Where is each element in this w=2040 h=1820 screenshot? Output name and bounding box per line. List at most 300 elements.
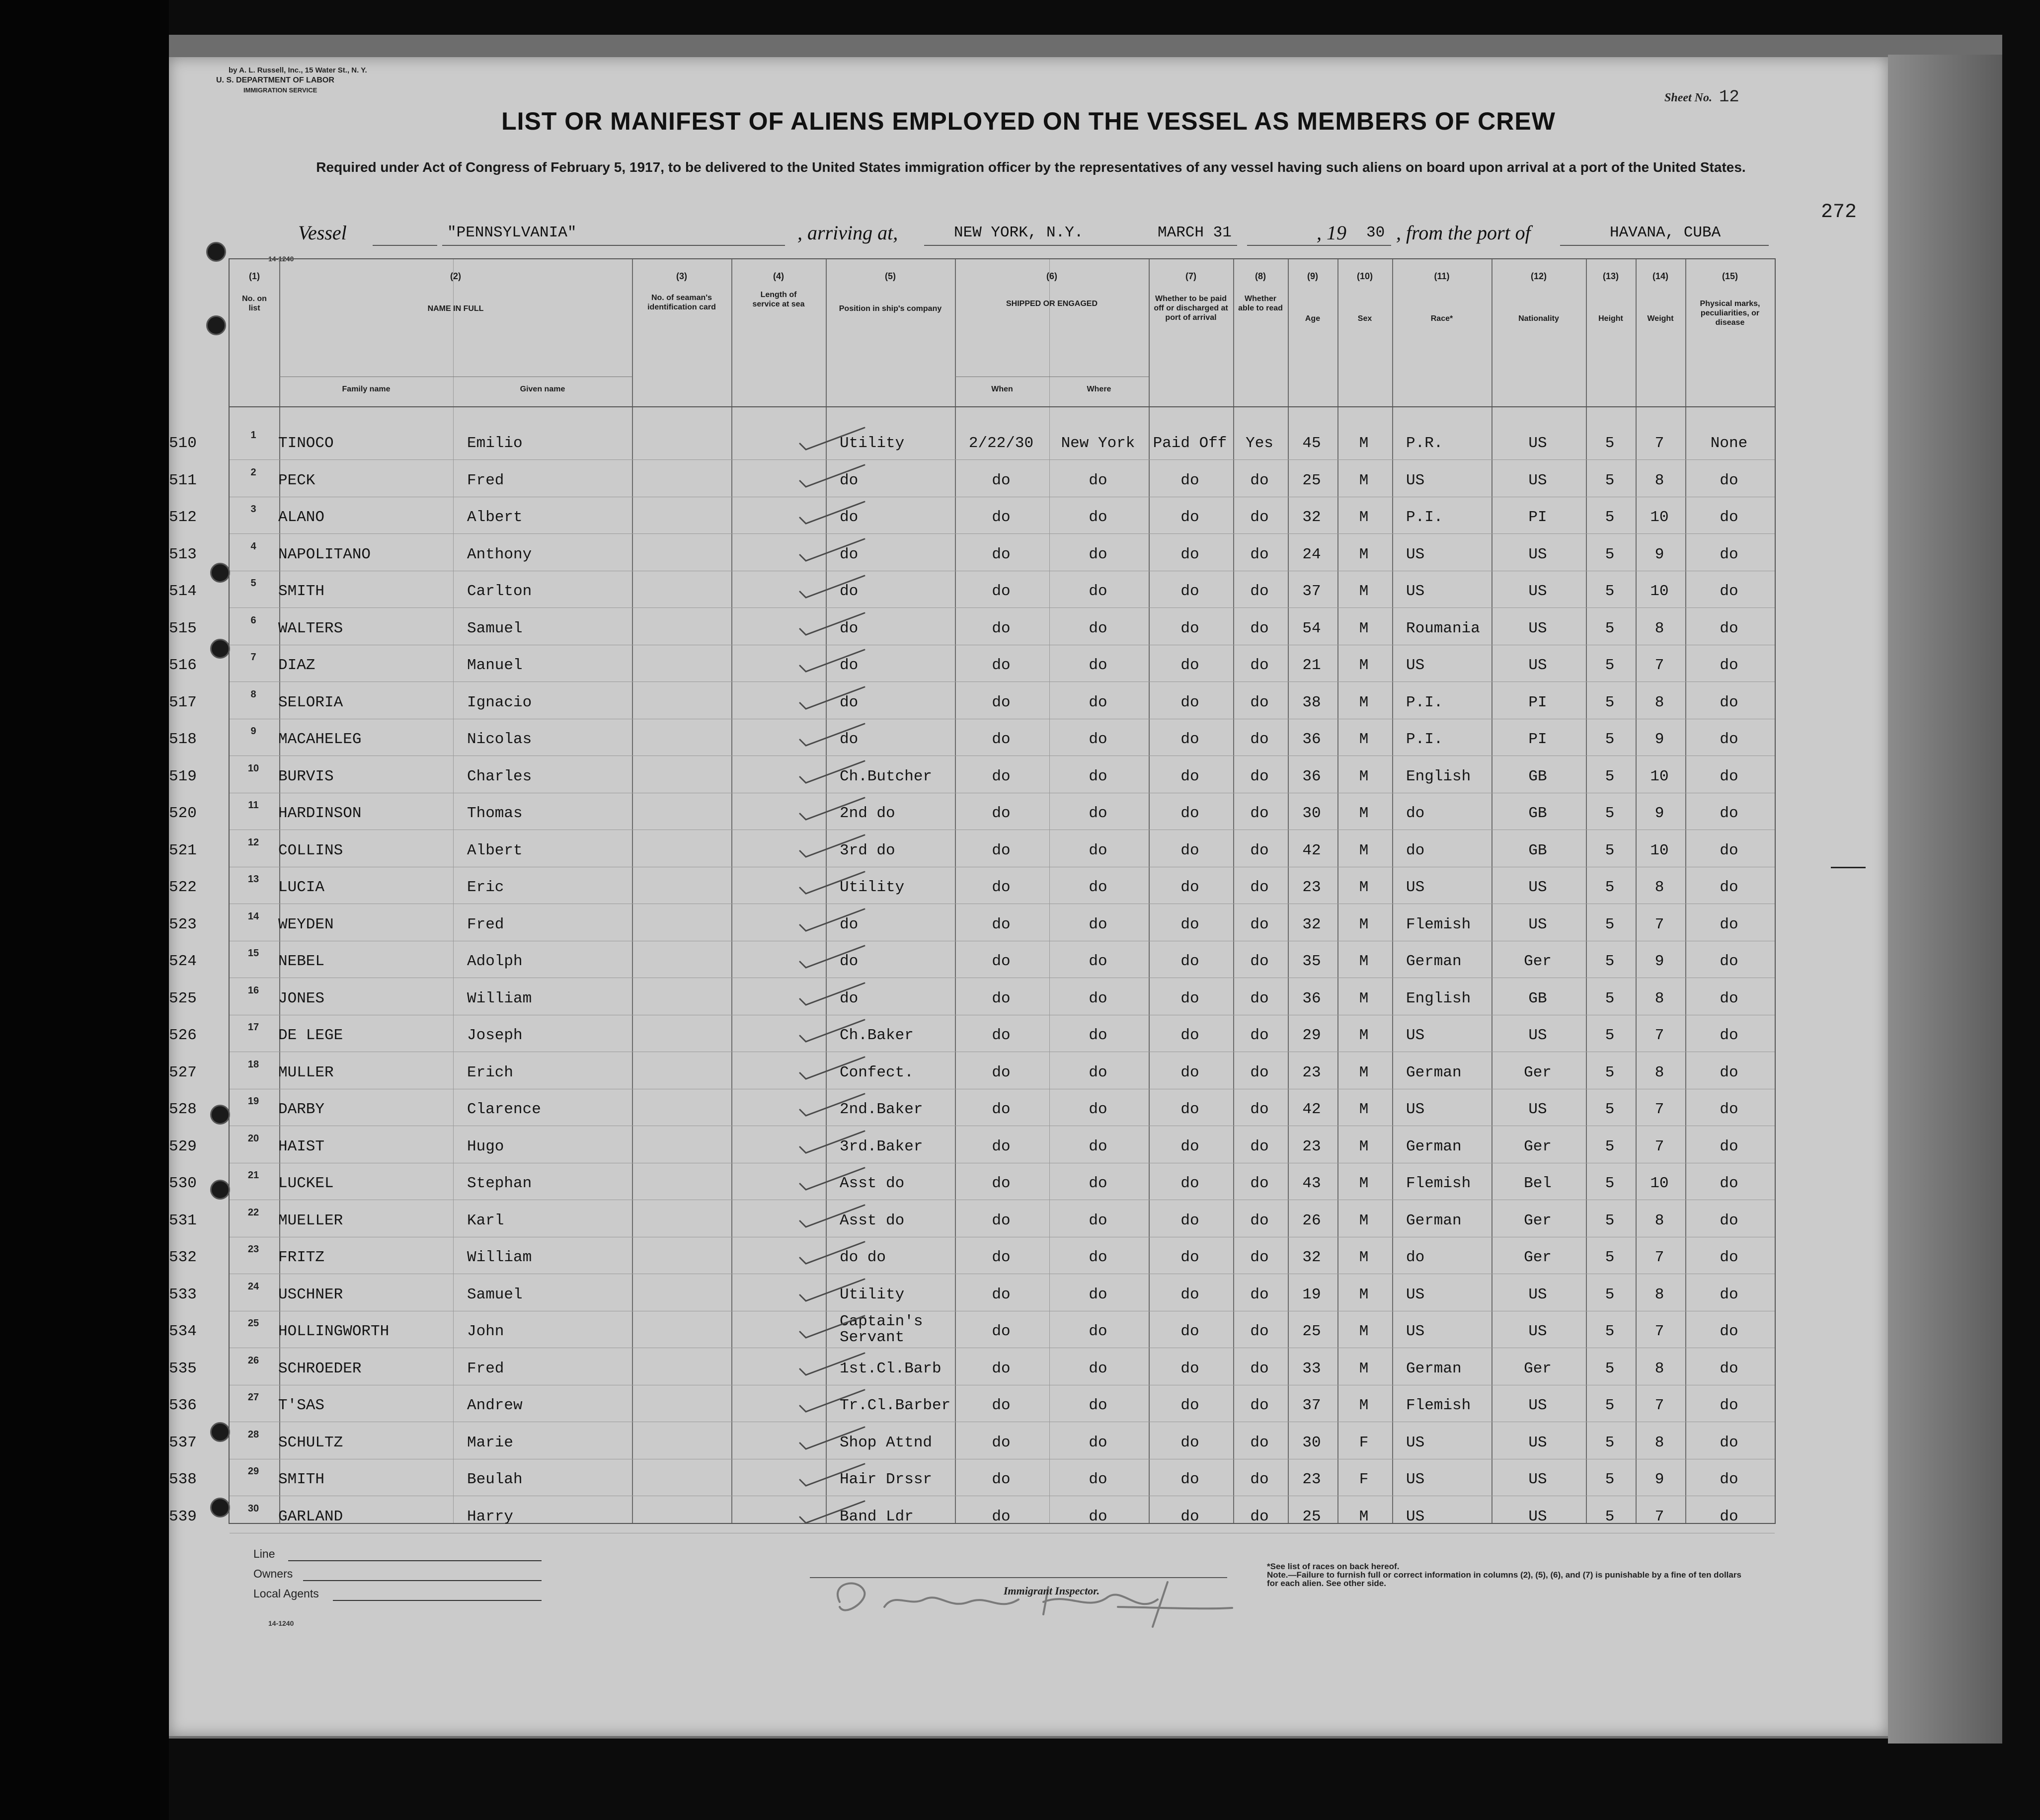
check-mark xyxy=(795,609,869,639)
physical-marks: do xyxy=(1720,1138,1738,1155)
penalty-note: Note.—Failure to furnish full or correct information in columns (2), (5), (6), and (7) is punishable by a fine of ten dollars for each alien. See other side. xyxy=(1267,1570,1741,1588)
paid-off: do xyxy=(1180,509,1199,526)
paid-off: do xyxy=(1180,805,1199,822)
given-name: Charles xyxy=(467,767,532,785)
paid-off: do xyxy=(1180,1360,1199,1377)
physical-marks: do xyxy=(1720,1212,1738,1229)
header-race: Race* xyxy=(1430,314,1453,323)
physical-marks: do xyxy=(1720,841,1738,859)
family-name: MACAHELEG xyxy=(278,731,362,748)
race: US xyxy=(1406,1323,1425,1340)
shipped-when: do xyxy=(992,879,1011,896)
position: do xyxy=(840,509,859,526)
binder-edge xyxy=(0,0,169,1820)
shipped-when: do xyxy=(992,1471,1011,1488)
age: 30 xyxy=(1302,1434,1321,1451)
header-given-name: Given name xyxy=(520,385,565,393)
row-no-on-list: 29 xyxy=(247,1466,259,1477)
able-to-read: do xyxy=(1250,989,1269,1007)
height: 5 xyxy=(1605,1249,1615,1266)
col-num-5: (5) xyxy=(885,271,896,281)
age: 23 xyxy=(1302,1063,1321,1081)
age: 32 xyxy=(1302,915,1321,933)
row-no-on-list: 25 xyxy=(247,1318,259,1329)
age: 42 xyxy=(1302,841,1321,859)
shipped-where: do xyxy=(1089,953,1107,970)
sex: M xyxy=(1359,1138,1369,1155)
table-row xyxy=(169,540,1888,583)
age: 33 xyxy=(1302,1360,1321,1377)
position: Utility xyxy=(840,435,905,452)
row-no-on-list: 27 xyxy=(247,1392,259,1403)
physical-marks: do xyxy=(1720,1101,1738,1118)
age: 25 xyxy=(1302,471,1321,489)
weight: 9 xyxy=(1654,731,1664,748)
height: 5 xyxy=(1605,471,1615,489)
position: Band Ldr xyxy=(840,1508,914,1525)
table-row xyxy=(169,614,1888,657)
row-no-on-list: 4 xyxy=(250,540,256,552)
able-to-read: do xyxy=(1250,953,1269,970)
shipped-where: do xyxy=(1089,657,1107,674)
height: 5 xyxy=(1605,1175,1615,1192)
nationality: US xyxy=(1528,657,1547,674)
able-to-read: do xyxy=(1250,1249,1269,1266)
age: 42 xyxy=(1302,1101,1321,1118)
physical-marks: do xyxy=(1720,915,1738,933)
row-no-on-list: 15 xyxy=(247,948,259,959)
nationality: US xyxy=(1528,1471,1547,1488)
line-number: 515 xyxy=(169,619,197,637)
weight: 8 xyxy=(1654,1212,1664,1229)
check-mark xyxy=(795,1275,869,1305)
able-to-read: Yes xyxy=(1246,435,1273,452)
line-number: 510 xyxy=(169,435,197,452)
row-no-on-list: 24 xyxy=(247,1281,259,1292)
line-number: 528 xyxy=(169,1101,197,1118)
family-name: FRITZ xyxy=(278,1249,325,1266)
weight: 7 xyxy=(1654,1027,1664,1044)
shipped-where: do xyxy=(1089,471,1107,489)
manifest-page xyxy=(169,57,1888,1736)
check-mark xyxy=(795,461,869,491)
race: Flemish xyxy=(1406,915,1471,933)
sex: M xyxy=(1359,657,1369,674)
binder-hole xyxy=(206,315,226,335)
position: do xyxy=(840,619,859,637)
shipped-when: do xyxy=(992,989,1011,1007)
col-num-13: (13) xyxy=(1602,271,1619,281)
line-number: 530 xyxy=(169,1175,197,1192)
given-name: Thomas xyxy=(467,805,523,822)
check-mark xyxy=(795,535,869,565)
line-number: 520 xyxy=(169,805,197,822)
row-no-on-list: 20 xyxy=(247,1133,259,1144)
line-number: 535 xyxy=(169,1360,197,1377)
shipped-when: do xyxy=(992,1397,1011,1414)
family-name: HOLLINGWORTH xyxy=(278,1323,390,1340)
year-prefix: , 19 xyxy=(1317,222,1346,244)
age: 54 xyxy=(1302,619,1321,637)
header-length-service: Length of service at sea xyxy=(752,291,805,308)
shipped-where: do xyxy=(1089,1175,1107,1192)
nationality: US xyxy=(1528,915,1547,933)
table-row xyxy=(169,1503,1888,1545)
sex: F xyxy=(1359,1434,1369,1451)
age: 36 xyxy=(1302,767,1321,785)
age: 26 xyxy=(1302,1212,1321,1229)
row-no-on-list: 12 xyxy=(247,836,259,848)
row-no-on-list: 10 xyxy=(247,762,259,774)
able-to-read: do xyxy=(1250,509,1269,526)
line-number: 522 xyxy=(169,879,197,896)
position: do xyxy=(840,989,859,1007)
line-number: 512 xyxy=(169,509,197,526)
height: 5 xyxy=(1605,953,1615,970)
table-row xyxy=(169,1059,1888,1101)
race: P.I. xyxy=(1406,731,1443,748)
given-name: Harry xyxy=(467,1508,514,1525)
given-name: Albert xyxy=(467,841,523,859)
header-where: Where xyxy=(1087,385,1111,393)
header-no-on-list: No. on list xyxy=(242,295,267,312)
position: do xyxy=(840,471,859,489)
check-mark xyxy=(795,1460,869,1490)
family-name: JONES xyxy=(278,989,325,1007)
check-mark xyxy=(795,1423,869,1453)
arrival-port: NEW YORK, N.Y. xyxy=(954,224,1084,241)
nationality: PI xyxy=(1528,693,1547,711)
line-number: 523 xyxy=(169,915,197,933)
age: 23 xyxy=(1302,1138,1321,1155)
department-label: U. S. DEPARTMENT OF LABOR xyxy=(216,76,334,84)
line-number: 536 xyxy=(169,1397,197,1414)
from-port-label: , from the port of xyxy=(1396,222,1531,244)
row-no-on-list: 13 xyxy=(247,874,259,885)
sex: M xyxy=(1359,1101,1369,1118)
race: Roumania xyxy=(1406,619,1480,637)
age: 36 xyxy=(1302,989,1321,1007)
paid-off: do xyxy=(1180,1434,1199,1451)
family-name: HAIST xyxy=(278,1138,325,1155)
position: do xyxy=(840,583,859,600)
table-row xyxy=(169,800,1888,841)
shipped-where: do xyxy=(1089,841,1107,859)
table-row xyxy=(169,688,1888,731)
table-row xyxy=(169,504,1888,545)
binder-hole xyxy=(210,1105,230,1125)
shipped-where: do xyxy=(1089,915,1107,933)
paid-off: do xyxy=(1180,1138,1199,1155)
weight: 7 xyxy=(1654,1138,1664,1155)
able-to-read: do xyxy=(1250,1063,1269,1081)
physical-marks: do xyxy=(1720,1360,1738,1377)
age: 37 xyxy=(1302,1397,1321,1414)
able-to-read: do xyxy=(1250,693,1269,711)
race: US xyxy=(1406,545,1425,563)
physical-marks: do xyxy=(1720,1508,1738,1525)
check-mark xyxy=(795,572,869,602)
sex: M xyxy=(1359,731,1369,748)
height: 5 xyxy=(1605,1027,1615,1044)
weight: 9 xyxy=(1654,953,1664,970)
paid-off: do xyxy=(1180,1175,1199,1192)
inspector-label: Immigrant Inspector. xyxy=(1004,1585,1100,1597)
paid-off: do xyxy=(1180,1323,1199,1340)
weight: 7 xyxy=(1654,435,1664,452)
age: 43 xyxy=(1302,1175,1321,1192)
given-name: Fred xyxy=(467,471,504,489)
shipped-where: do xyxy=(1089,1471,1107,1488)
race: US xyxy=(1406,471,1425,489)
physical-marks: do xyxy=(1720,879,1738,896)
sex: M xyxy=(1359,989,1369,1007)
sex: M xyxy=(1359,619,1369,637)
height: 5 xyxy=(1605,1397,1615,1414)
family-name: PECK xyxy=(278,471,315,489)
nationality: US xyxy=(1528,435,1547,452)
col-num-15: (15) xyxy=(1722,271,1738,281)
physical-marks: do xyxy=(1720,805,1738,822)
sex: M xyxy=(1359,1249,1369,1266)
header-nationality: Nationality xyxy=(1518,314,1559,323)
able-to-read: do xyxy=(1250,767,1269,785)
family-name: DIAZ xyxy=(278,657,315,674)
sex: M xyxy=(1359,1027,1369,1044)
row-no-on-list: 7 xyxy=(250,652,256,663)
given-name: Albert xyxy=(467,509,523,526)
col-num-6: (6) xyxy=(1046,271,1057,281)
position: 2nd do xyxy=(840,805,895,822)
weight: 8 xyxy=(1654,693,1664,711)
race: US xyxy=(1406,1508,1425,1525)
physical-marks: do xyxy=(1720,731,1738,748)
page-subtitle: Required under Act of Congress of February 5, 1917, to be delivered to the United States immigration officer by the representatives of any vessel having such aliens on board upon arrival at a port of the United States. xyxy=(316,159,1746,175)
line-number: 526 xyxy=(169,1027,197,1044)
vessel-name: "PENNSYLVANIA" xyxy=(447,224,577,241)
able-to-read: do xyxy=(1250,1397,1269,1414)
physical-marks: do xyxy=(1720,693,1738,711)
sex: F xyxy=(1359,1471,1369,1488)
paid-off: do xyxy=(1180,693,1199,711)
weight: 7 xyxy=(1654,1101,1664,1118)
sex: M xyxy=(1359,1397,1369,1414)
given-name: Ignacio xyxy=(467,693,532,711)
physical-marks: do xyxy=(1720,767,1738,785)
nationality: Ger xyxy=(1524,1138,1552,1155)
family-name: NAPOLITANO xyxy=(278,545,371,563)
position: do xyxy=(840,731,859,748)
shipped-where: do xyxy=(1089,1138,1107,1155)
race: English xyxy=(1406,767,1471,785)
nationality: US xyxy=(1528,1323,1547,1340)
shipped-when: do xyxy=(992,509,1011,526)
position: do do xyxy=(840,1249,886,1266)
line-number: 513 xyxy=(169,545,197,563)
able-to-read: do xyxy=(1250,619,1269,637)
weight: 7 xyxy=(1654,1397,1664,1414)
shipped-where: do xyxy=(1089,1397,1107,1414)
weight: 7 xyxy=(1654,915,1664,933)
race: US xyxy=(1406,583,1425,600)
shipped-where: do xyxy=(1089,805,1107,822)
nationality: Ger xyxy=(1524,953,1552,970)
row-no-on-list: 3 xyxy=(250,504,256,515)
check-mark xyxy=(795,1127,869,1157)
row-no-on-list: 16 xyxy=(247,985,259,996)
position: 3rd.Baker xyxy=(840,1138,923,1155)
race: P.R. xyxy=(1406,435,1443,452)
col-num-9: (9) xyxy=(1307,271,1318,281)
physical-marks: do xyxy=(1720,471,1738,489)
check-mark xyxy=(795,868,869,898)
given-name: Samuel xyxy=(467,1286,523,1303)
sex: M xyxy=(1359,1212,1369,1229)
nationality: US xyxy=(1528,1397,1547,1414)
paid-off: do xyxy=(1180,1508,1199,1525)
line-number: 531 xyxy=(169,1212,197,1229)
binder-hole xyxy=(210,1422,230,1442)
weight: 10 xyxy=(1650,509,1669,526)
line-number: 529 xyxy=(169,1138,197,1155)
paid-off: do xyxy=(1180,1397,1199,1414)
height: 5 xyxy=(1605,435,1615,452)
age: 45 xyxy=(1302,435,1321,452)
shipped-where: do xyxy=(1089,731,1107,748)
paid-off: do xyxy=(1180,1286,1199,1303)
age: 25 xyxy=(1302,1323,1321,1340)
line-label: Line xyxy=(253,1547,275,1560)
age: 23 xyxy=(1302,1471,1321,1488)
table-row xyxy=(169,836,1888,879)
position: do xyxy=(840,953,859,970)
shipped-when: do xyxy=(992,1434,1011,1451)
arriving-label: , arriving at, xyxy=(797,222,898,244)
paid-off: do xyxy=(1180,545,1199,563)
footer-note xyxy=(1267,1562,1744,1588)
height: 5 xyxy=(1605,1360,1615,1377)
shipped-when: do xyxy=(992,1360,1011,1377)
shipped-when: do xyxy=(992,1212,1011,1229)
paid-off: do xyxy=(1180,1101,1199,1118)
given-name: Stephan xyxy=(467,1175,532,1192)
height: 5 xyxy=(1605,1471,1615,1488)
line-number: 521 xyxy=(169,841,197,859)
able-to-read: do xyxy=(1250,1175,1269,1192)
sex: M xyxy=(1359,471,1369,489)
nationality: PI xyxy=(1528,509,1547,526)
given-name: Anthony xyxy=(467,545,532,563)
paid-off: do xyxy=(1180,1027,1199,1044)
nationality: Bel xyxy=(1524,1175,1552,1192)
shipped-where: do xyxy=(1089,545,1107,563)
header-paid-off: Whether to be paid off or discharged at port of arrival xyxy=(1154,295,1228,322)
table-row xyxy=(169,652,1888,693)
family-name: WALTERS xyxy=(278,619,343,637)
weight: 7 xyxy=(1654,657,1664,674)
shipped-when: do xyxy=(992,545,1011,563)
row-no-on-list: 19 xyxy=(247,1096,259,1107)
height: 5 xyxy=(1605,545,1615,563)
physical-marks: do xyxy=(1720,509,1738,526)
given-name: Erich xyxy=(467,1063,514,1081)
physical-marks: do xyxy=(1720,1249,1738,1266)
height: 5 xyxy=(1605,1286,1615,1303)
physical-marks: do xyxy=(1720,1063,1738,1081)
paid-off: do xyxy=(1180,731,1199,748)
shipped-where: do xyxy=(1089,1101,1107,1118)
col-num-3: (3) xyxy=(676,271,687,281)
row-no-on-list: 30 xyxy=(247,1503,259,1514)
check-mark xyxy=(795,1349,869,1379)
vessel-label: Vessel xyxy=(298,222,347,244)
race: US xyxy=(1406,657,1425,674)
weight: 8 xyxy=(1654,1063,1664,1081)
physical-marks: do xyxy=(1720,953,1738,970)
shipped-where: do xyxy=(1089,1027,1107,1044)
position: Captain's Servant xyxy=(840,1313,923,1346)
table-row xyxy=(169,1022,1888,1063)
position: Asst do xyxy=(840,1212,905,1229)
sex: M xyxy=(1359,583,1369,600)
height: 5 xyxy=(1605,879,1615,896)
table-row xyxy=(169,948,1888,989)
height: 5 xyxy=(1605,915,1615,933)
header-name-in-full: NAME IN FULL xyxy=(427,304,484,313)
physical-marks: do xyxy=(1720,1175,1738,1192)
check-mark xyxy=(795,905,869,935)
shipped-where: do xyxy=(1089,989,1107,1007)
race: US xyxy=(1406,1027,1425,1044)
nationality: US xyxy=(1528,1434,1547,1451)
paid-off: do xyxy=(1180,879,1199,896)
nationality: GB xyxy=(1528,767,1547,785)
weight: 9 xyxy=(1654,545,1664,563)
shipped-where: do xyxy=(1089,693,1107,711)
header-family-name: Family name xyxy=(342,385,391,393)
family-name: DARBY xyxy=(278,1101,325,1118)
check-mark xyxy=(795,1164,869,1194)
check-mark xyxy=(795,757,869,787)
weight: 7 xyxy=(1654,1323,1664,1340)
sheet-number xyxy=(1664,88,1739,107)
nationality: GB xyxy=(1528,841,1547,859)
able-to-read: do xyxy=(1250,1323,1269,1340)
weight: 8 xyxy=(1654,989,1664,1007)
check-mark xyxy=(795,720,869,750)
race: German xyxy=(1406,1063,1462,1081)
race: US xyxy=(1406,1471,1425,1488)
position: Hair Drssr xyxy=(840,1471,933,1488)
position: do xyxy=(840,693,859,711)
given-name: Andrew xyxy=(467,1397,523,1414)
form-code-top: 14-1240 xyxy=(268,255,294,263)
binder-hole xyxy=(210,1180,230,1200)
family-name: COLLINS xyxy=(278,841,343,859)
shipped-when: do xyxy=(992,731,1011,748)
given-name: Fred xyxy=(467,915,504,933)
family-name: DE LEGE xyxy=(278,1027,343,1044)
margin-mark xyxy=(1831,867,1866,868)
shipped-when: do xyxy=(992,1323,1011,1340)
able-to-read: do xyxy=(1250,1434,1269,1451)
header-id-card: No. of seaman's identification card xyxy=(647,294,716,311)
shipped-where: do xyxy=(1089,619,1107,637)
height: 5 xyxy=(1605,1101,1615,1118)
check-mark xyxy=(795,1386,869,1416)
shipped-where: do xyxy=(1089,583,1107,600)
height: 5 xyxy=(1605,841,1615,859)
